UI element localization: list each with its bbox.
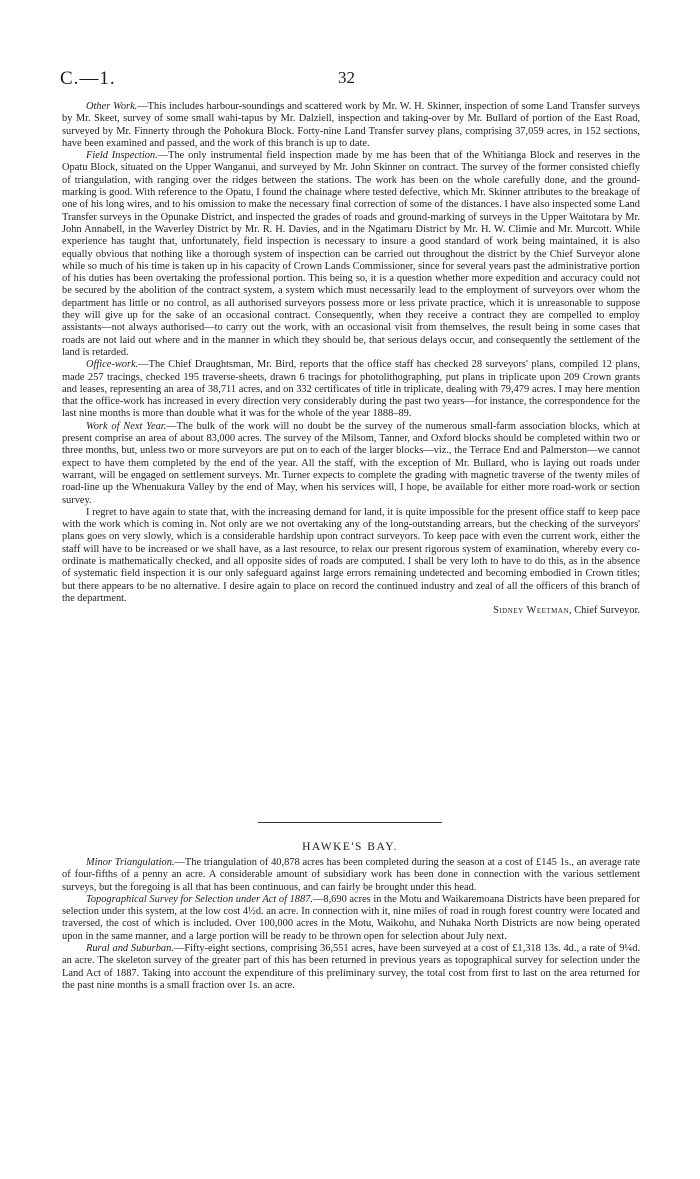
signatory-title: , Chief Surveyor.: [569, 605, 640, 617]
paragraph-other-work: [62, 101, 640, 150]
paragraph-text: —The only instrumental field inspection made by me has been that of the Whitianga Block and reserves in the Opatu Block, situated on the Upper Wanganui, and surveyed by Mr. John Skinner on contract. The survey of the former consisted chiefly of triangulation, with ranging over the ridges between the stations. The work has been on the whole carefully done, and the ground-marking is good. With reference to the Opatu, I found the chainage where tested defective, which Mr. Skinner attributes to the breakage of one of his long wires, and to his omission to make the necessary final correction of some of the distances. I have also inspected some Land Transfer surveys in the Opunake District, and inspected the grades of roads and ground-marking of surveys in the Upper Waitotara by Mr. John Annabell, in the Waverley District by Mr. R. H. Davies, and in the Ngatimaru District by Mr. H. W. Climie and Mr. Murcott. While experience has taught that, unfortunately, field inspection is necessary to insure a good standard of work being maintained, it is also equally obvious that nothing like a thorough system of inspection can be carried out throughout the district by the Chief Surveyor alone while so much of his time is taken up in his capacity of Crown Lands Commissioner, since for several years past the administrative portion of his duties has been overtaking the professional portion. This being so, it is a question whether more expedition and accuracy could not be secured by the abolition of the contract system, a system which must necessarily lead to the employment of surveyors over whom the department has little or no control, as all authorised surveyors possess more or less private practice, which it is unreasonable to suppose they will give up for the sake of an occasional contract. Consequently, when they receive a contract they are compelled to employ assistants—not always authorised—to carry out the work, with an occasional visit from themselves, the result being in some cases that roads are not laid out where and in the manner in which they should be, that serious delays occur, and consequently the settlement of the land is retarded.: [62, 150, 641, 358]
signatory-name: Sidney Weetman: [493, 605, 569, 617]
section-heading-hawkes-bay: HAWKE'S BAY.: [302, 841, 398, 853]
paragraph-heading: Office-work.: [86, 359, 139, 371]
paragraph-text: —This includes harbour-soundings and scattered work by Mr. W. H. Skinner, inspection of some Land Transfer surveys by Mr. Skeet, survey of some small wahi-tapus by Mr. Dalziell, inspection and taking-over by Mr. Bullard of portion of the East Road, surveyed by Mr. Finnerty through the Pohokura Block. Forty-nine Land Transfer survey plans, comprising 37,059 acres, in 152 sections, have been examined and passed, and the work of this branch is up to date.: [62, 101, 640, 149]
page-number: 32: [338, 68, 355, 87]
taranaki-report-body: [62, 101, 640, 617]
paragraph-minor-triangulation: [62, 857, 640, 894]
paragraph-heading: Rural and Suburban.: [86, 943, 174, 955]
document-code: C.—1.: [60, 68, 116, 89]
paragraph-text: I regret to have again to state that, with the increasing demand for land, it is quite impossible for the present office staff to keep pace with the work which is coming in. Not only are we not overtaking any of the long-outstanding arrears, but the checking of the surveyors' plans goes on very slowly, which is a considerable hardship upon contract surveyors. To keep pace with even the current work, either the staff will have to be increased or we shall have, as a last resource, to relax our present rigorous system of examination, whereby every co-ordinate is mathematically checked, and all opposite sides of roads are computed. I shall be very loth to have to do this, as in the absence of systematic field inspection it is our only safeguard against large errors remaining undetected and becoming embodied in Crown titles; but there appears to be no alternative. I desire again to place on record the continued industry and zeal of all the officers of this branch of the department.: [62, 506, 640, 604]
paragraph-work-next-year: [62, 421, 640, 507]
paragraph-heading: Minor Triangulation.: [86, 857, 175, 868]
paragraph-heading: Work of Next Year.: [86, 420, 167, 432]
paragraph-staff-concerns: [62, 507, 640, 605]
section-divider: [258, 822, 442, 823]
paragraph-text: —8,690 acres in the Motu and Waikaremoana Districts have been prepared for selection under this system, at the low cost 4½d. an acre. In connection with it, nine miles of road in rough forest country were located and traversed, the cost of which is included. Over 100,000 acres in the Motu, Waikohu, and Nuhaka North Districts are now being operated upon in the same manner, and a large portion will be ready to be thrown open for selection about July next.: [62, 893, 640, 942]
paragraph-field-inspection: [62, 150, 640, 359]
paragraph-rural-suburban: [62, 943, 640, 992]
paragraph-text: —Fifty-eight sections, comprising 36,551 acres, have been surveyed at a cost of £1,318 13s. 4d., a rate of 9¼d. an acre. The skeleton survey of the greater part of this has been returned in previous years as topographical survey for selection under the Land Act of 1887. Taking into account the expenditure of this preliminary survey, the total cost from first to last on the area returned for the past nine months is a small fraction over 1s. an acre.: [62, 943, 640, 991]
paragraph-heading: Other Work.: [86, 101, 138, 112]
paragraph-text: —The triangulation of 40,878 acres has been completed during the season at a cost of £145 1s., an average rate of four-fifths of a penny an acre. A considerable amount of subsidiary work has been done in connection with the various settlement surveys, but the foregoing is all that has been continuous, and can fairly be brought under this head.: [62, 857, 640, 893]
paragraph-office-work: [62, 359, 640, 420]
hawkes-bay-report-body: [62, 857, 640, 992]
paragraph-heading: Field Inspection.: [86, 150, 158, 162]
signature-line: [62, 605, 640, 617]
paragraph-text: —The bulk of the work will no doubt be the survey of the numerous small-farm association blocks, which at present comprise an area of about 83,000 acres. The survey of the Milsom, Tanner, and Oxford blocks should be completed within two or three months, but, unless two or more surveyors are put on to each of the larger blocks—viz., the Terrace End and Palmerston—we cannot expect to have them completed by the end of the year. All the staff, with the exception of Mr. Bullard, who is laying out roads under warrant, will be engaged on settlement surveys. Mr. Turner expects to complete the grading with magnetic traverse of the twenty miles of road-line up the Whenuakura Valley by the end of May, when his services will, I hope, be available for either more road-work or section survey.: [62, 420, 640, 506]
paragraph-heading: Topographical Survey for Selection under Act of 1887.: [86, 893, 313, 905]
paragraph-text: —The Chief Draughtsman, Mr. Bird, reports that the office staff has checked 28 surveyors' plans, compiled 12 plans, made 257 tracings, checked 195 traverse-sheets, drawn 6 tracings for photolithographing, put plans in triplicate upon 209 Crown grants and leases, representing an area of 38,711 acres, and on 332 certificates of title in triplicate, dealing with 79,479 acres. I may here mention that the office-work has increased in every direction very considerably during the past two years—for instance, the correspondence for the last nine months is more than double what it was for the whole of the year 1888–89.: [62, 359, 640, 420]
paragraph-topographical-survey: [62, 894, 640, 943]
